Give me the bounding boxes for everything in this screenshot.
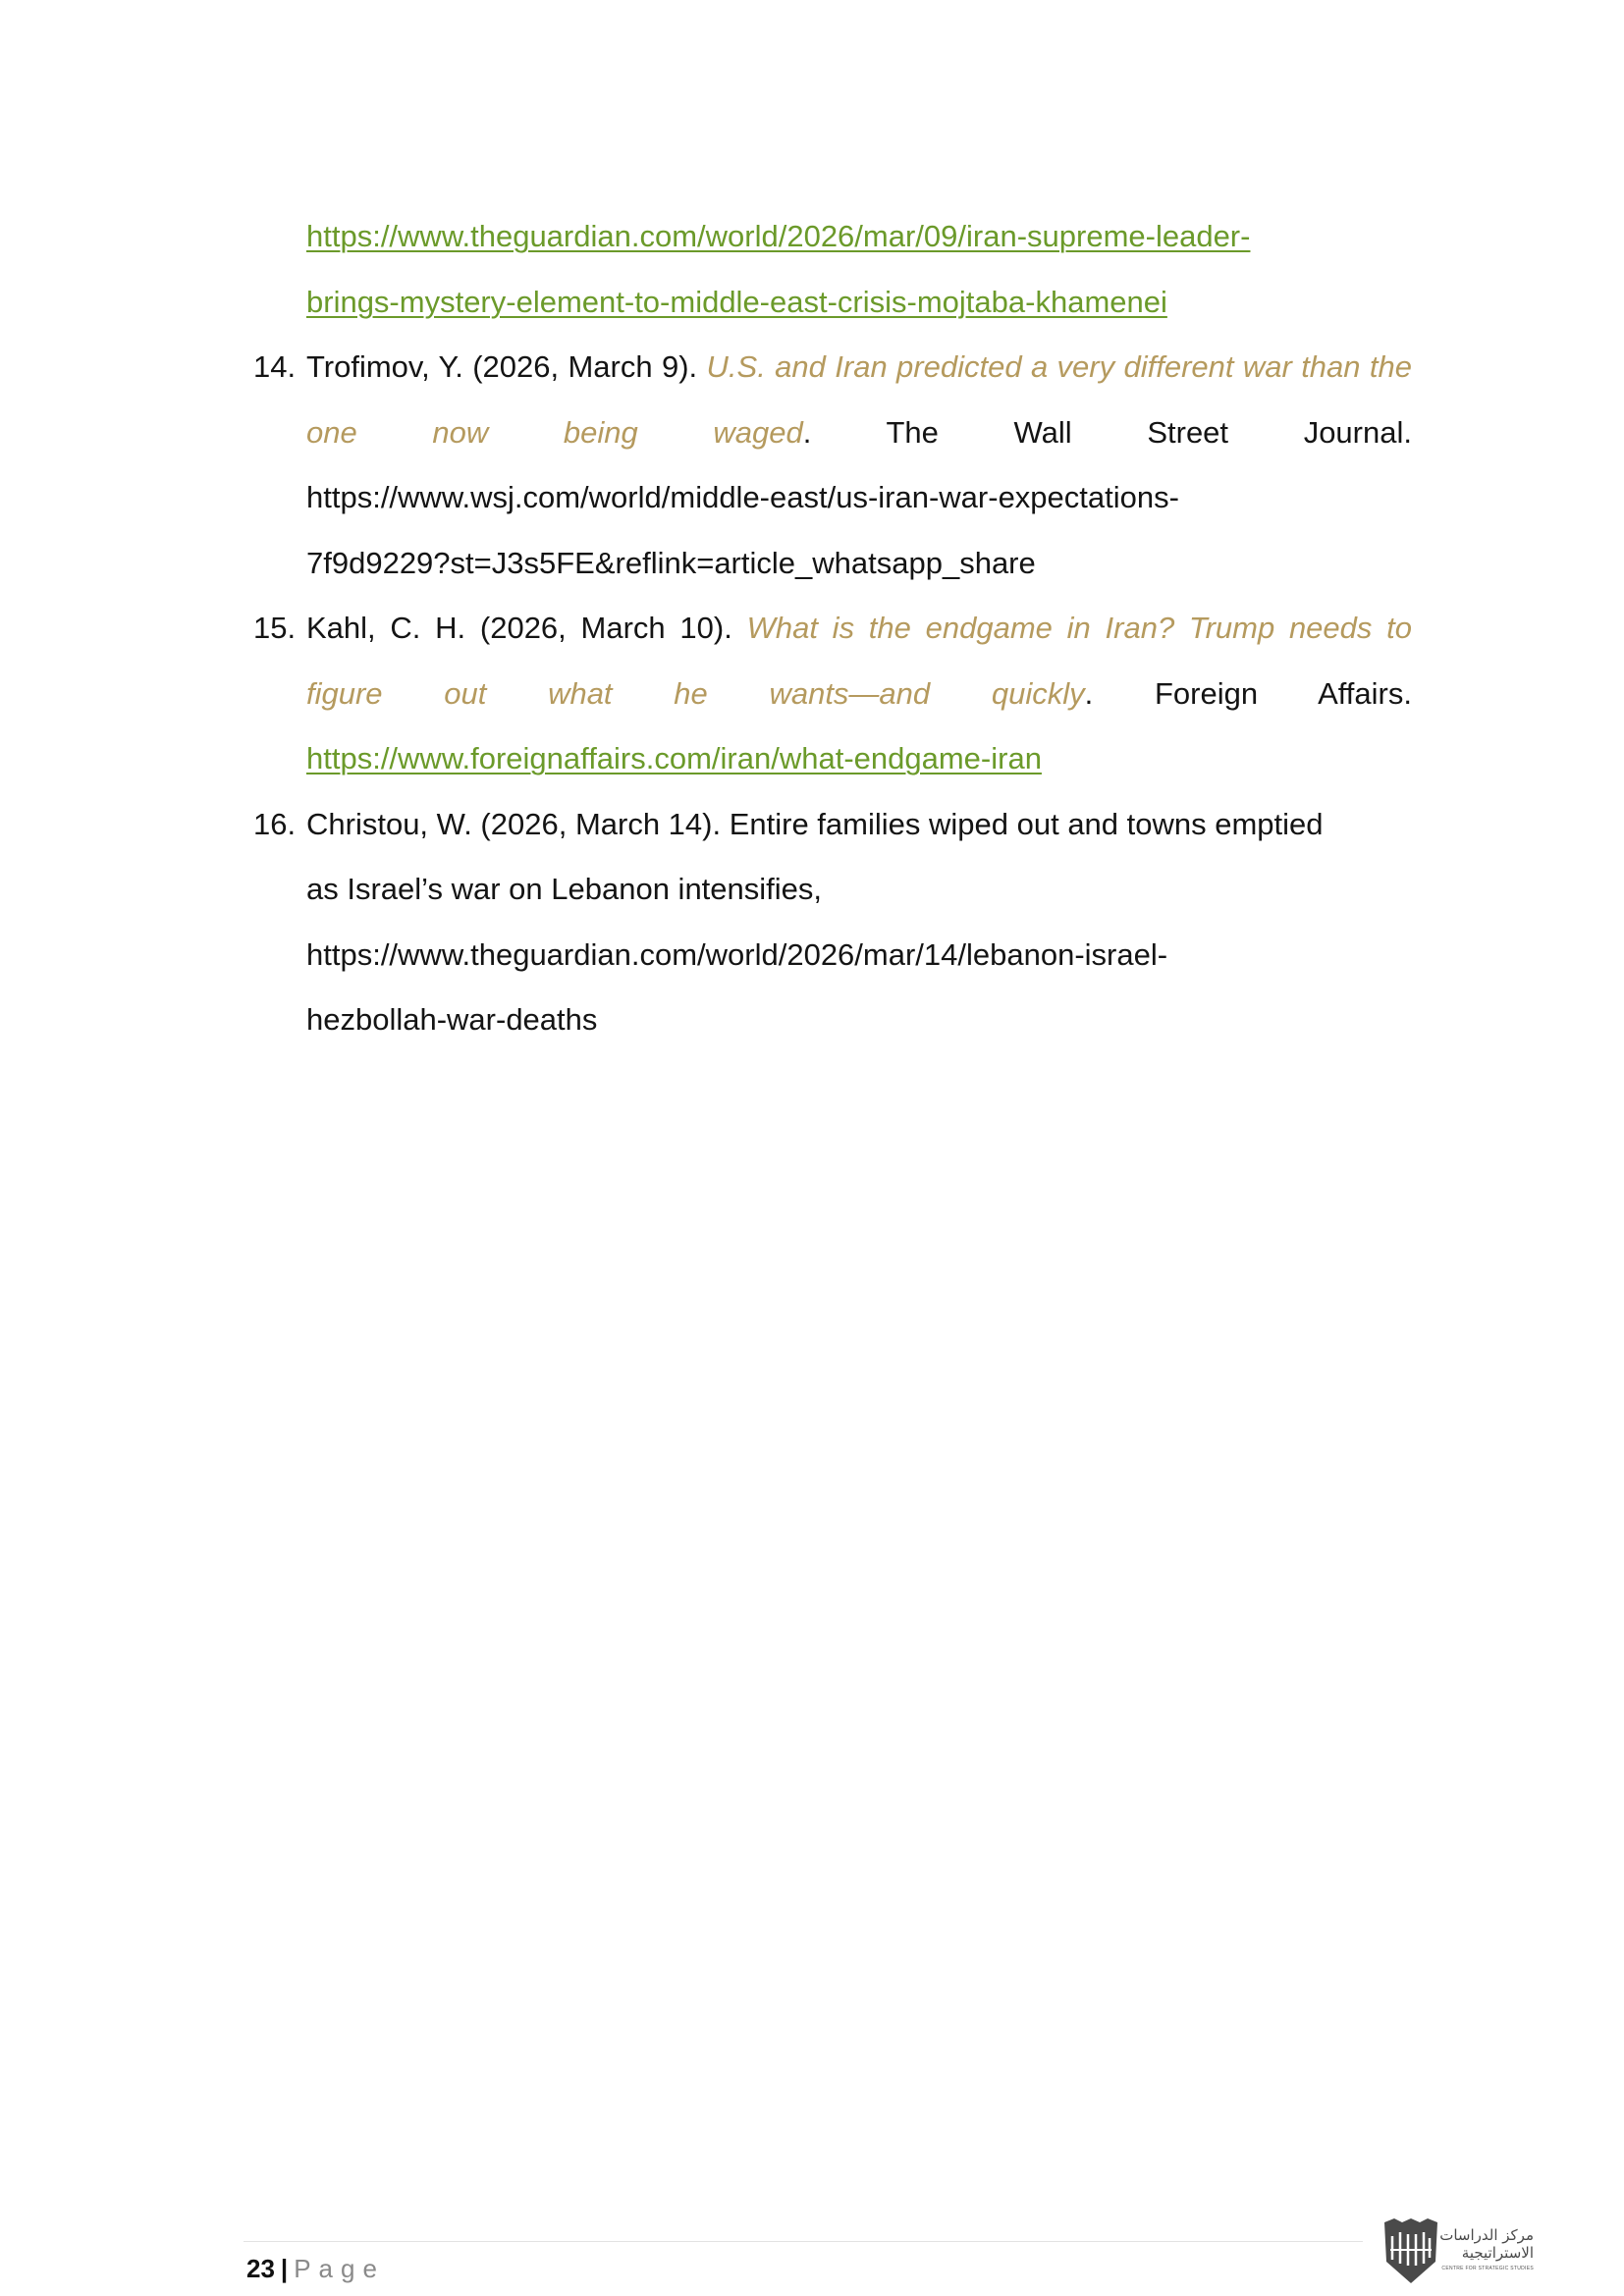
reference-continuation <box>253 204 1412 335</box>
logo-arabic-line-1: مركز الدراسات <box>1439 2226 1534 2244</box>
reference-item-15 <box>253 596 1412 792</box>
guardian-link[interactable] <box>306 219 1250 319</box>
reference-item-16 <box>253 792 1412 1053</box>
reference-number: 14. <box>253 349 297 384</box>
page-label: Page <box>294 2254 385 2283</box>
shield-logo-icon <box>1380 2216 1441 2285</box>
reference-author-date: Trofimov, Y. (2026, March 9). <box>306 349 707 384</box>
footer-separator: | <box>280 2254 289 2283</box>
logo-arabic-line-2: الاستراتيجية <box>1461 2244 1534 2262</box>
reference-source: . The Wall Street Journal. <box>802 414 1412 450</box>
reference-title: What is the endgame in Iran? Trump needs to figure out what he wants—and quickly <box>306 611 1413 711</box>
page-number: 23 <box>246 2254 275 2283</box>
page-footer <box>246 2254 385 2284</box>
link-line-2: brings-mystery-element-to-middle-east-crisis-mojtaba-khamenei <box>306 284 1167 319</box>
reference-title: U.S. and Iran predicted a very different war than the one now being waged <box>306 349 1412 450</box>
center-logo <box>1380 2216 1538 2285</box>
reference-list <box>253 204 1412 1053</box>
footer-divider <box>244 2241 1363 2242</box>
reference-number: 15. <box>253 611 297 645</box>
wsj-url: https://www.wsj.com/world/middle-east/us-iran-war-expectations- 7f9d9229?st=J3s5FE&reflink=article_whatsapp_share <box>306 480 1179 580</box>
reference-source: . Foreign Affairs. <box>1084 675 1412 711</box>
reference-number: 16. <box>253 806 297 841</box>
link-line-1: https://www.theguardian.com/world/2026/mar/09/iran-supreme-leader- <box>306 219 1251 253</box>
reference-author-date: Kahl, C. H. (2026, March 10). <box>306 611 747 645</box>
reference-item-14 <box>253 335 1412 596</box>
foreign-affairs-link[interactable]: https://www.foreignaffairs.com/iran/what-endgame-iran <box>306 741 1042 775</box>
logo-english-name: CENTRE FOR STRATEGIC STUDIES <box>1441 2266 1534 2271</box>
reference-text: Christou, W. (2026, March 14). Entire families wiped out and towns emptied as Israel’s war on Lebanon intensifies, https://www.theguardian.com/world/2026/mar/14/lebanon-israel- hezbollah-war-deaths <box>306 806 1324 1037</box>
